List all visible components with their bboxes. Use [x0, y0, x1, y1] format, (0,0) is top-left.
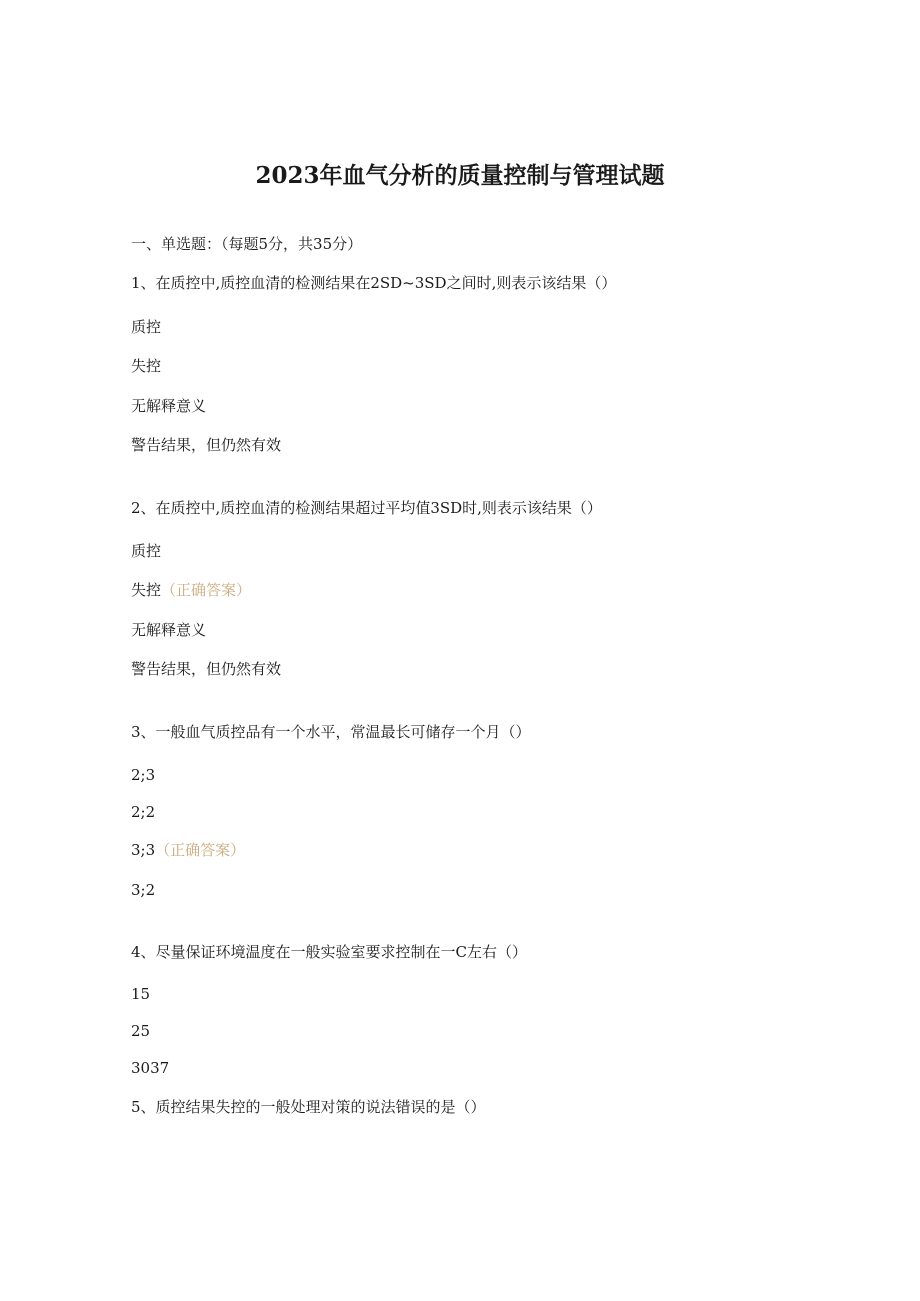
- q4-option-3: 3037: [131, 1059, 170, 1077]
- question-4-text: 4、尽量保证环境温度在一般实验室要求控制在一C左右（）: [131, 943, 528, 961]
- correct-answer-tag: （正确答案）: [155, 841, 246, 859]
- q3-option-2: 2;2: [131, 803, 156, 821]
- q4-option-2: 25: [131, 1022, 151, 1040]
- question-1-text: 1、在质控中,质控血清的检测结果在2SD~3SD之间时,则表示该结果（）: [131, 274, 617, 292]
- section-heading: 一、单选题：（每题5分，共35分）: [131, 235, 363, 253]
- q3-option-4: 3;2: [131, 881, 156, 899]
- q2-option-4: 警告结果，但仍然有效: [131, 660, 282, 678]
- question-3-text: 3、一般血气质控品有一个水平，常温最长可储存一个月（）: [131, 723, 531, 741]
- q3-option-3: [131, 839, 245, 861]
- q1-option-1: 质控: [131, 318, 162, 336]
- q2-option-3: 无解释意义: [131, 621, 207, 639]
- q4-option-1: 15: [131, 985, 151, 1003]
- question-2-text: 2、在质控中,质控血清的检测结果超过平均值3SD时,则表示该结果（）: [131, 499, 602, 517]
- q1-option-3: 无解释意义: [131, 397, 207, 415]
- question-5-text: 5、质控结果失控的一般处理对策的说法错误的是（）: [131, 1098, 486, 1116]
- q2-option-2: [131, 579, 251, 601]
- q2-option-2-label: 失控: [131, 581, 162, 599]
- q3-option-1: 2;3: [131, 766, 156, 784]
- q1-option-4: 警告结果，但仍然有效: [131, 436, 282, 454]
- q1-option-2: 失控: [131, 357, 162, 375]
- q3-option-3-label: 3;3: [131, 841, 156, 859]
- page-title: 2023年血气分析的质量控制与管理试题: [255, 162, 665, 189]
- correct-answer-tag: （正确答案）: [161, 581, 252, 599]
- q2-option-1: 质控: [131, 542, 162, 560]
